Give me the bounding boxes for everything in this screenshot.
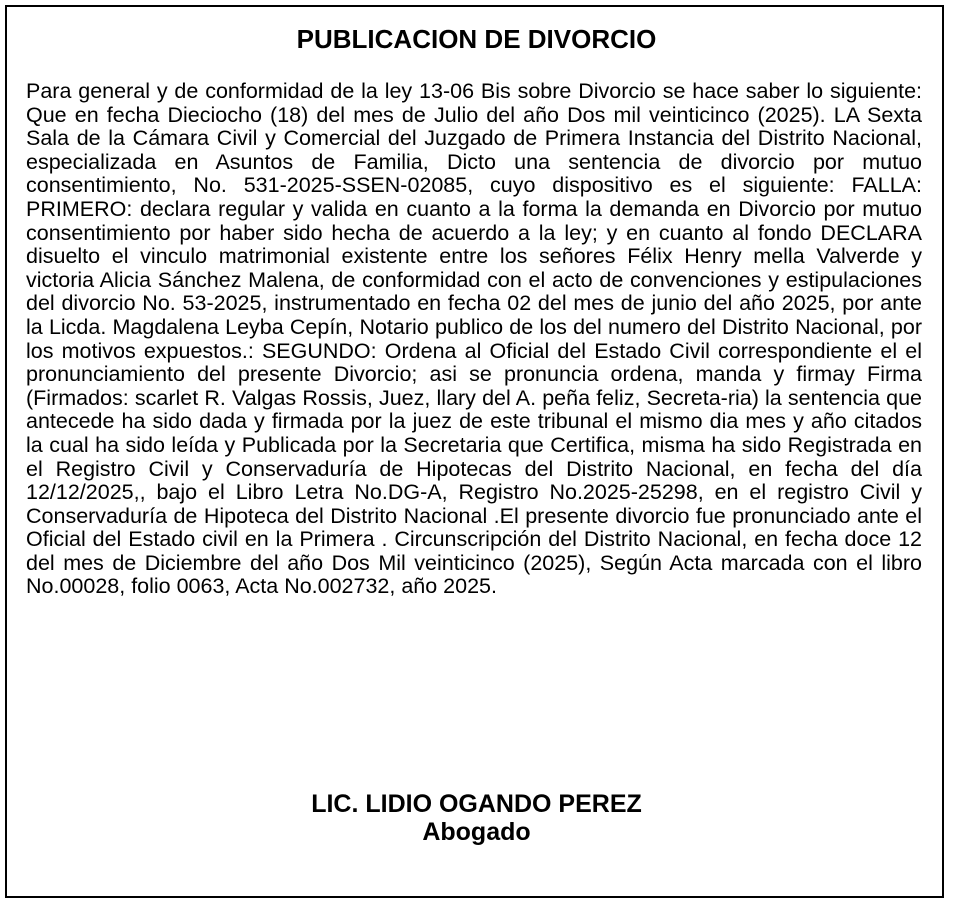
notice-title: PUBLICACION DE DIVORCIO xyxy=(296,24,657,54)
notice-body: Para general y de conformidad de la ley 13-06 Bis sobre Divorcio se hace saber lo siguiente: Que en fecha Dieciocho (18) del mes de Julio del año Dos mil veinticinco (2025). LA Sexta Sala de la Cámara Civil y Comercial del Juzgado de Primera Instancia del Distrito Nacional, especializada en Asuntos de Familia, Dicto una sentencia de divorcio por mutuo consentimiento, No. 531-2025-SSEN-02085, cuyo dispositivo es el siguiente: FALLA: PRIMERO: declara regular y valida en cuanto a la forma la demanda en Divorcio por mutuo consentimiento por haber sido hecha de acuerdo a la ley; y en cuanto al fondo DECLARA disuelto el vinculo matrimonial existente entre los señores Félix Henry mella Valverde y victoria Alicia Sánchez Malena, de conformidad con el acto de convenciones y estipulaciones del divorcio No. 53-2025, instrumentado en fecha 02 del mes de junio del año 2025, por ante la Licda. Magdalena Leyba Cepín, Notario publico de los del numero del Distrito Nacional, por los motivos expuestos.: SEGUNDO: Ordena al Oficial del Estado Civil correspondiente el el pronunciamiento del presente Divorcio; asi se pronuncia ordena, manda y firmay Firma (Firmados: scarlet R. Valgas Rossis, Juez, llary del A. peña feliz, Secreta-ria) la sentencia que antecede ha sido dada y firmada por la juez de este tribunal el mismo dia mes y año citados la cual ha sido leída y Publicada por la Secretaria que Certifica, misma ha sido Registrada en el Registro Civil y Conservaduría de Hipotecas del Distrito Nacional, en fecha del día 12/12/2025,, bajo el Libro Letra No.DG-A, Registro No.2025-25298, en el registro Civil y Conservaduría de Hipoteca del Distrito Nacional .El presente divorcio fue pronunciado ante el Oficial del Estado civil en la Primera . Circunscripción del Distrito Nacional, en fecha doce 12 del mes de Diciembre del año Dos Mil veinticinco (2025), Según Acta marcada con el libro No.00028, folio 0063, Acta No.002732, año 2025. xyxy=(26,79,922,599)
signature-block xyxy=(0,790,953,846)
signature-role: Abogado xyxy=(422,818,531,846)
signature-name: LIC. LIDIO OGANDO PEREZ xyxy=(311,790,642,818)
